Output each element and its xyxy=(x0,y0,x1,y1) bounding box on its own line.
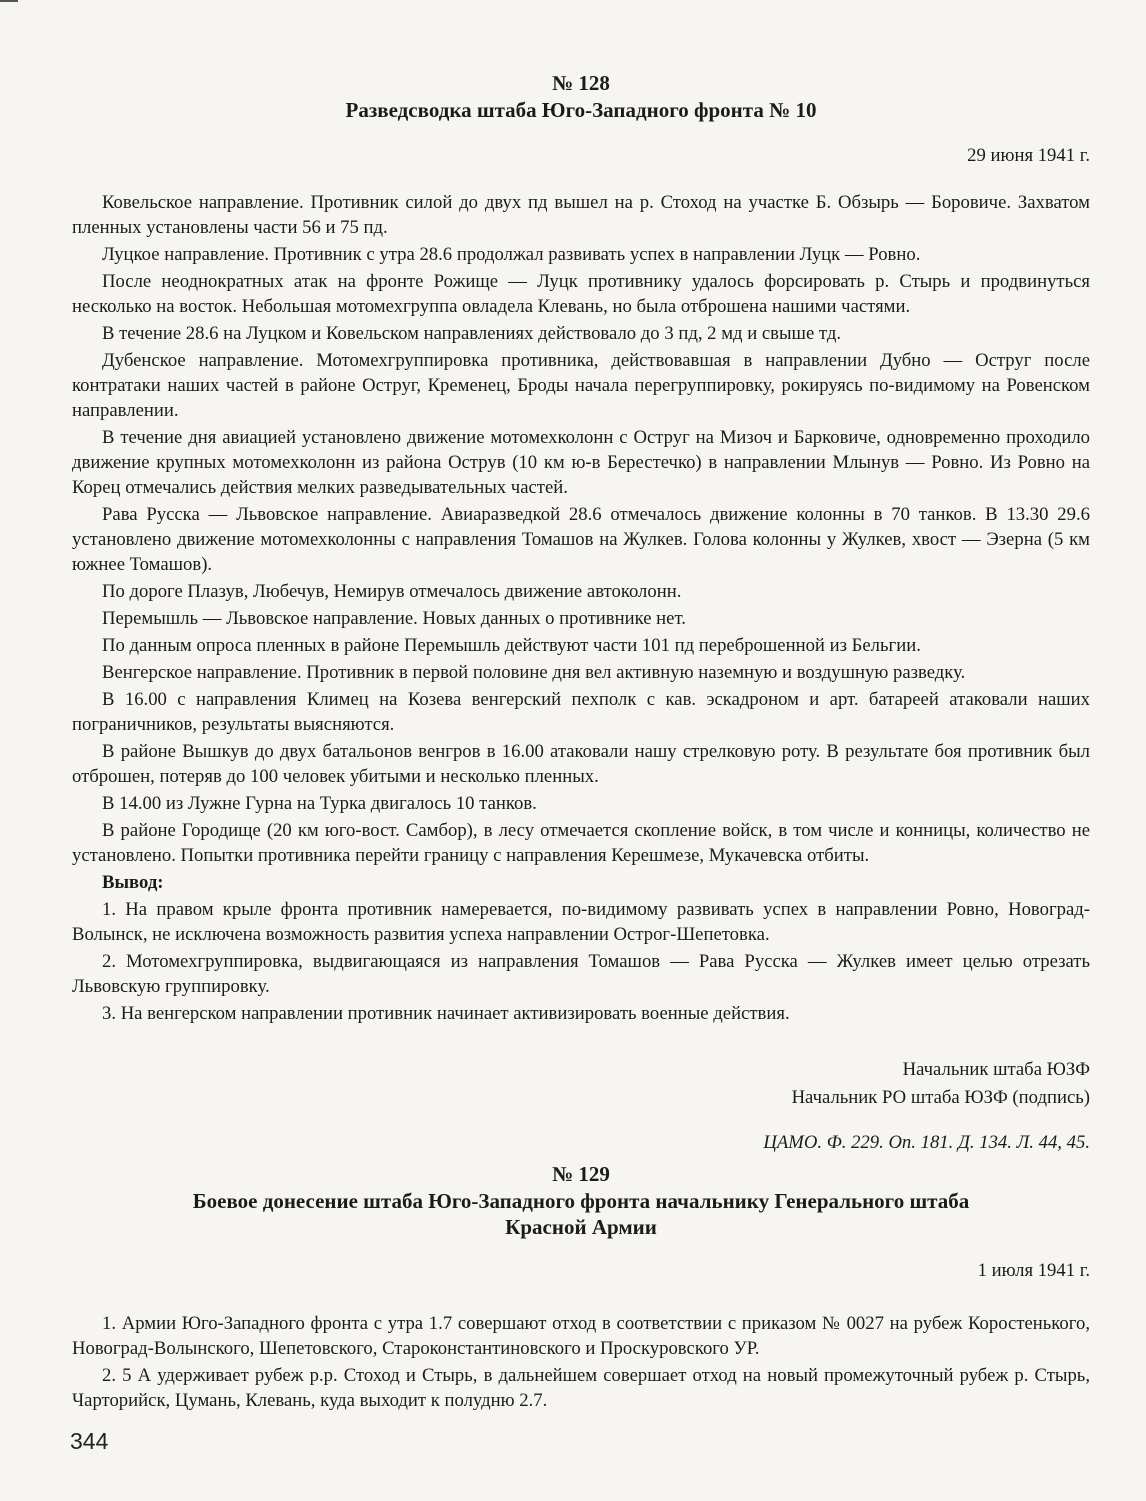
paragraph: 1. Армии Юго-Западного фронта с утра 1.7 совершают отход в соответствии с приказом № 0027 на рубеж Коростенького, Новоград-Волынского, Шепетовского, Староконстантиновского и Проскуровского УР. xyxy=(72,1313,1090,1359)
document-129 xyxy=(72,1161,1090,1413)
paragraph: В 16.00 с направления Климец на Козева венгерский пехполк с кав. эскадроном и арт. батареей атаковали наших пограничников, результаты выясняются. xyxy=(72,689,1090,735)
conclusion-item: 3. На венгерском направлении противник начинает активизировать военные действия. xyxy=(102,1003,790,1024)
paragraph: В районе Вышкув до двух батальонов венгров в 16.00 атаковали нашу стрелковую роту. В результате боя противник был отброшен, потеряв до 100 человек убитыми и несколько пленных. xyxy=(72,741,1090,787)
scan-corner-mark xyxy=(0,0,18,2)
paragraph: Венгерское направление. Противник в первой половине дня вел активную наземную и воздушную разведку. xyxy=(102,662,966,683)
document-title-line: Красной Армии xyxy=(505,1215,657,1239)
paragraph: Перемышль — Львовское направление. Новых данных о противнике нет. xyxy=(102,608,686,629)
paragraph: В районе Городище (20 км юго-вост. Самбор), в лесу отмечается скопление войск, в том числе и конницы, количество не установлено. Попытки противника перейти границу с направления Керешмезе, Мукачевска отбиты. xyxy=(72,820,1090,866)
conclusion-item: 2. Мотомехгруппировка, выдвигающаяся из направления Томашов — Рава Русска — Жулкев имеет целью отрезать Львовскую группировку. xyxy=(72,951,1090,997)
archive-reference: ЦАМО. Ф. 229. Оп. 181. Д. 134. Л. 44, 45. xyxy=(763,1132,1090,1153)
signature-line: Начальник РО штаба ЮЗФ (подпись) xyxy=(791,1087,1090,1108)
document-title: Разведсводка штаба Юго-Западного фронта № 10 xyxy=(345,98,817,122)
paragraph: Ковельское направление. Противник силой до двух пд вышел на р. Стоход на участке Б. Обзырь — Боровиче. Захватом пленных установлены части 56 и 75 пд. xyxy=(72,192,1090,238)
signature-block xyxy=(72,1056,1090,1112)
paragraph: Рава Русска — Львовское направление. Авиаразведкой 28.6 отмечалось движение колонны в 70 танков. В 13.30 29.6 установлено движение мотомехколонны с направления Томашов на Жулкев. Голова колонны у Жулкев, хвост — Эзерна (5 км южнее Томашов). xyxy=(72,504,1090,575)
paragraph: По дороге Плазув, Любечув, Немирув отмечалось движение автоколонн. xyxy=(102,581,682,602)
document-page xyxy=(72,70,1090,1415)
document-title-line: Боевое донесение штаба Юго-Западного фронта начальнику Генерального штаба xyxy=(192,1189,970,1213)
document-date: 1 июля 1941 г. xyxy=(977,1260,1090,1281)
signature-line: Начальник штаба ЮЗФ xyxy=(902,1059,1090,1080)
conclusion-heading: Вывод: xyxy=(102,872,164,893)
paragraph: Дубенское направление. Мотомехгруппировка противника, действовавшая в направлении Дубно — Оструг после контратаки наших частей в районе Оструг, Кременец, Броды начала перегруппировку, рокируясь по-видимому на Ровенском направлении. xyxy=(72,350,1090,421)
document-128 xyxy=(72,70,1090,1155)
paragraph: Луцкое направление. Противник с утра 28.6 продолжал развивать успех в направлении Луцк — Ровно. xyxy=(102,244,921,265)
paragraph: После неоднократных атак на фронте Рожище — Луцк противнику удалось форсировать р. Стырь и продвинуться несколько на восток. Небольшая мотомехгруппа овладела Клевань, но была отброшена нашими частями. xyxy=(72,271,1090,317)
conclusion-item: 1. На правом крыле фронта противник намеревается, по-видимому развивать успех в направлении Ровно, Новоград-Волынск, не исключена возможность развития успеха направлении Острог-Шепетовка. xyxy=(72,899,1090,945)
paragraph: 2. 5 А удерживает рубеж р.р. Стоход и Стырь, в дальнейшем совершает отход на новый промежуточный рубеж р. Стырь, Чарторийск, Цумань, Клевань, куда выходит к полудню 2.7. xyxy=(72,1365,1090,1411)
document-number: № 129 xyxy=(552,1162,610,1186)
paragraph: По данным опроса пленных в районе Перемышль действуют части 101 пд переброшенной из Бельгии. xyxy=(102,635,921,656)
paragraph: В течение дня авиацией установлено движение мотомехколонн с Оструг на Мизоч и Барковиче, одновременно проходило движение крупных мотомехколонн из района Острув (10 км ю-в Берестечко) в направлении Млынув — Ровно. Из Ровно на Корец отмечались действия мелких разведывательных частей. xyxy=(72,427,1090,498)
document-date: 29 июня 1941 г. xyxy=(967,145,1090,166)
document-number: № 128 xyxy=(552,71,610,95)
paragraph: В 14.00 из Лужне Гурна на Турка двигалось 10 танков. xyxy=(102,793,537,814)
page-number: 344 xyxy=(70,1428,109,1454)
paragraph: В течение 28.6 на Луцком и Ковельском направлениях действовало до 3 пд, 2 мд и свыше тд. xyxy=(102,323,842,344)
